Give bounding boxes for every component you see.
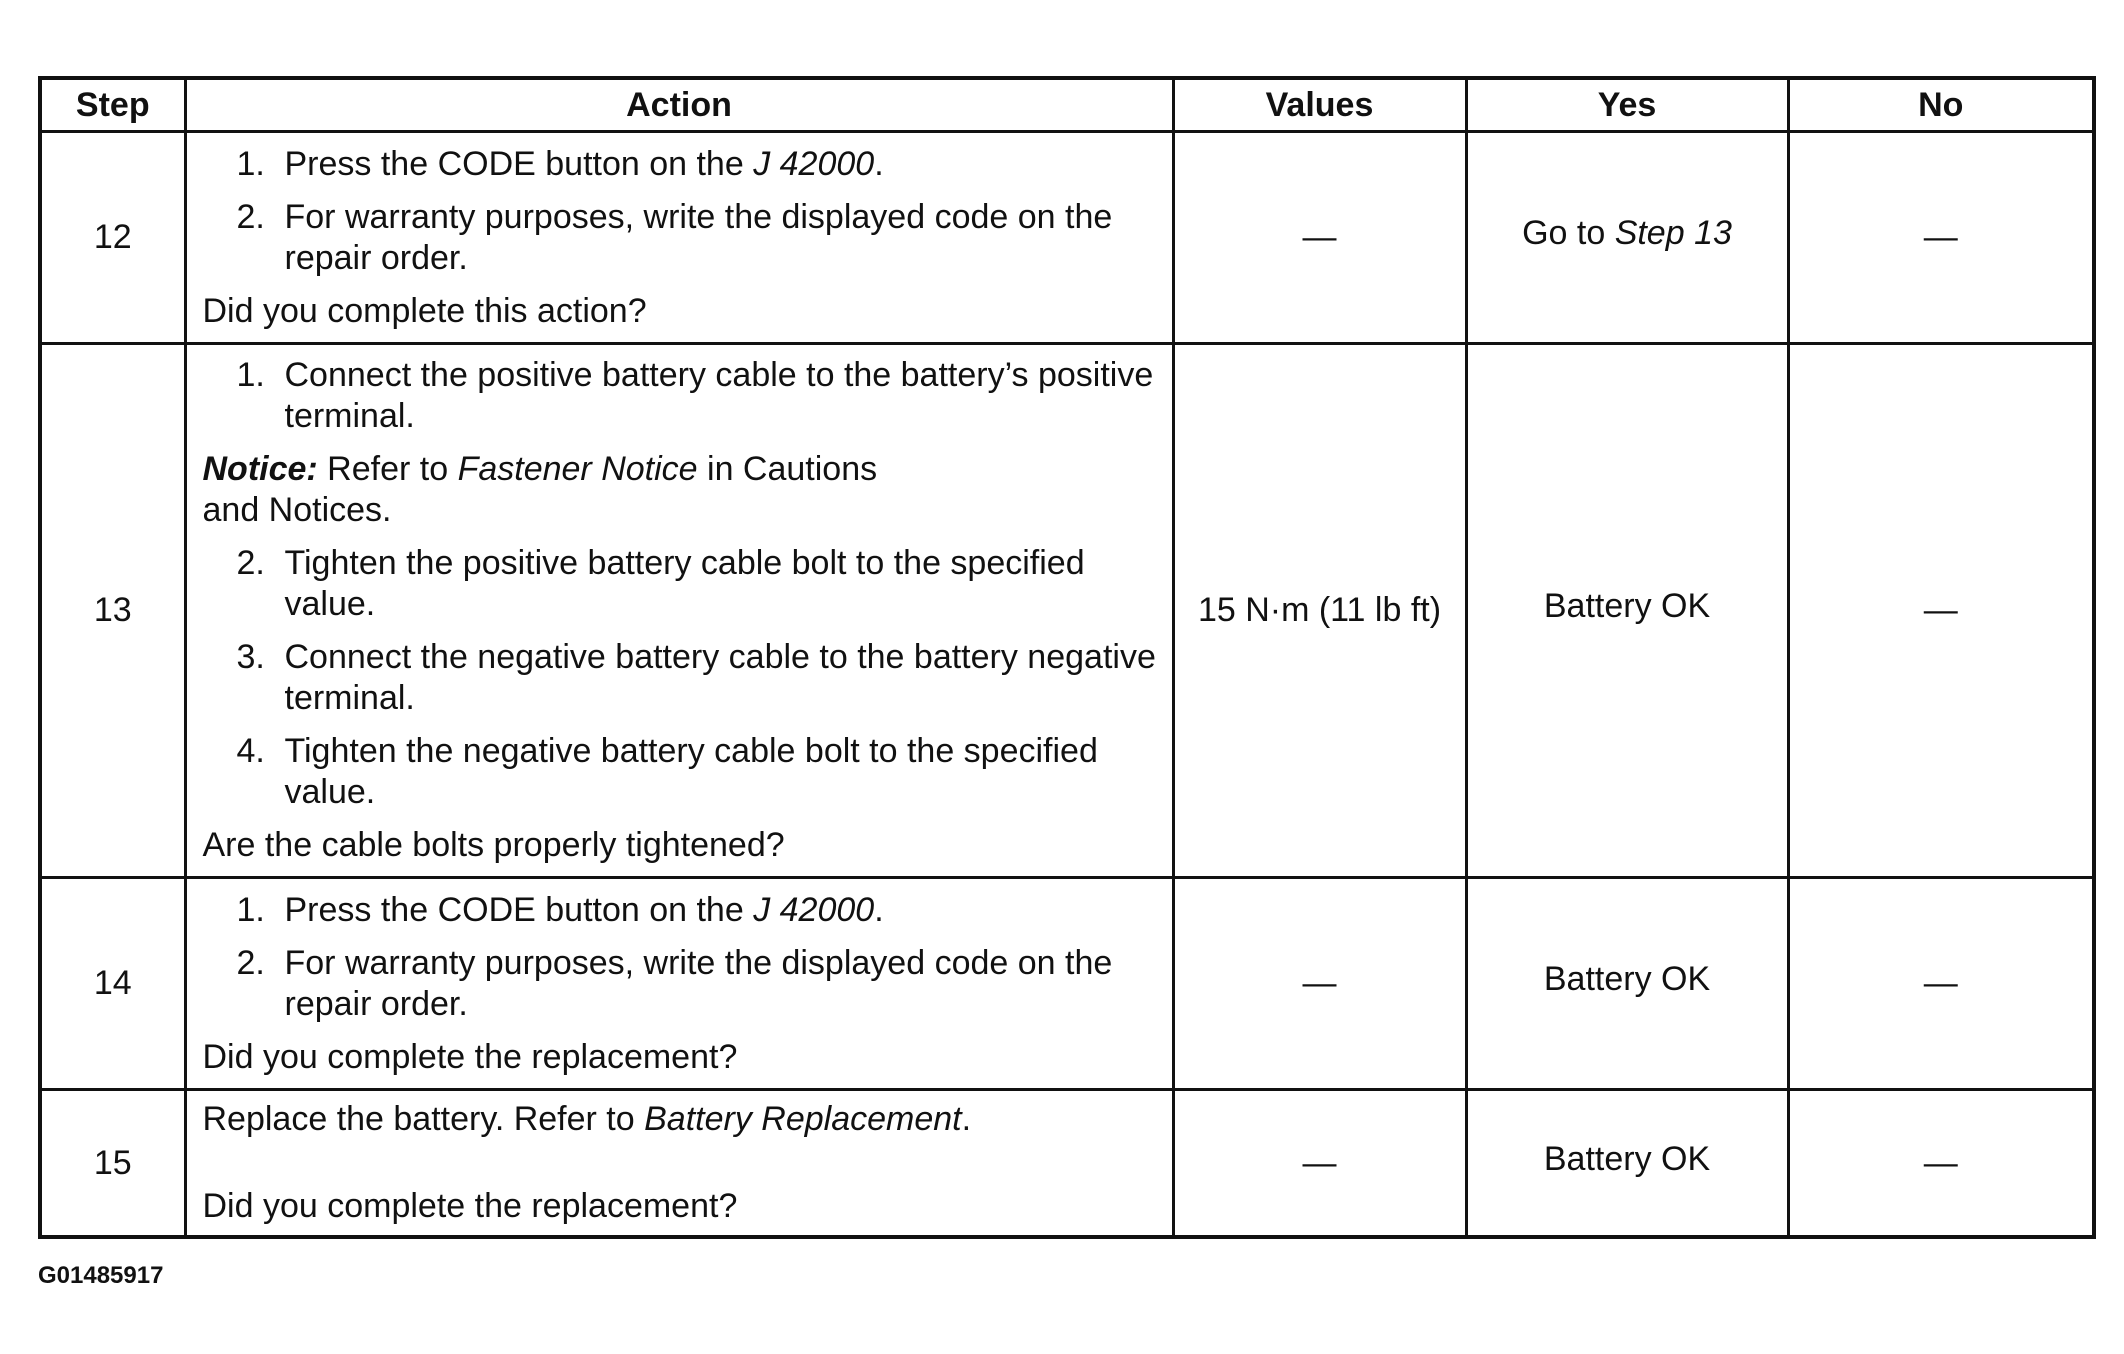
action-item: 1. Press the CODE button on the J 42000. [236,144,884,183]
dash: — [1923,218,1958,256]
header-yes: Yes [1466,78,1788,132]
header-no: No [1788,78,2094,132]
table-row-step-15 [40,1090,2094,1238]
action-cell [185,132,1173,344]
table-row-step-13 [40,344,2094,878]
values-cell [1173,878,1466,1090]
yes-cell[interactable] [1466,878,1788,1090]
no-cell [1788,132,2094,344]
header-step: Step [40,78,185,132]
dash: — [1923,1143,1958,1182]
yes-link[interactable]: Battery OK [1543,1139,1711,1178]
step-number: 15 [40,1090,185,1238]
action-line: Replace the battery. Refer to Battery Replacement. [202,1100,972,1138]
yes-cell[interactable] [1466,1090,1788,1238]
no-cell [1788,878,2094,1090]
action-question: Did you complete the replacement? [202,1187,738,1225]
dash: — [1923,964,1958,1002]
yes-link[interactable]: Battery OK [1543,960,1711,998]
table-row-step-14 [40,878,2094,1090]
values-cell [1173,132,1466,344]
action-question: Did you complete this action? [202,291,647,330]
values-cell: 15 N·m (11 lb ft) [1173,344,1466,878]
no-cell [1788,344,2094,878]
no-cell [1788,1090,2094,1238]
action-question: Did you complete the replacement? [202,1037,738,1076]
yes-cell[interactable] [1466,344,1788,878]
table-row-step-12 [40,132,2094,344]
action-question: Are the cable bolts properly tightened? [202,826,785,864]
action-item: 1. Connect the positive battery cable to the battery’s positive terminal. [236,356,1154,435]
notice: Notice: Refer to Fastener Notice in Cautions and Notices. [202,450,878,529]
diagnostic-table [38,76,2096,1239]
action-item: 2. For warranty purposes, write the displayed code on the repair order. [236,943,1113,1023]
action-item: 1. Press the CODE button on the J 42000. [236,890,884,929]
action-cell [185,344,1173,878]
action-item: 3. Connect the negative battery cable to the battery negative terminal. [236,638,1156,717]
step-number: 12 [40,132,185,344]
action-cell [185,1090,1173,1238]
step-number: 14 [40,878,185,1090]
header-action: Action [185,78,1173,132]
action-item: 2. For warranty purposes, write the displayed code on the repair order. [236,197,1113,277]
header-values: Values [1173,78,1466,132]
action-item: 2. Tighten the positive battery cable bolt to the specified value. [236,544,1085,623]
step-number: 13 [40,344,185,878]
action-cell [185,878,1173,1090]
figure-id: G01485917 [38,1262,164,1289]
yes-link[interactable]: Battery OK [1543,587,1711,625]
dash: — [1302,964,1337,1002]
yes-cell[interactable] [1466,132,1788,344]
values-cell [1173,1090,1466,1238]
yes-link[interactable]: Go to Step 13 [1522,214,1732,252]
dash: — [1302,1143,1337,1182]
header-row [40,78,2094,132]
dash: — [1302,218,1337,256]
dash: — [1923,591,1958,629]
action-item: 4. Tighten the negative battery cable bolt to the specified value. [236,732,1098,811]
